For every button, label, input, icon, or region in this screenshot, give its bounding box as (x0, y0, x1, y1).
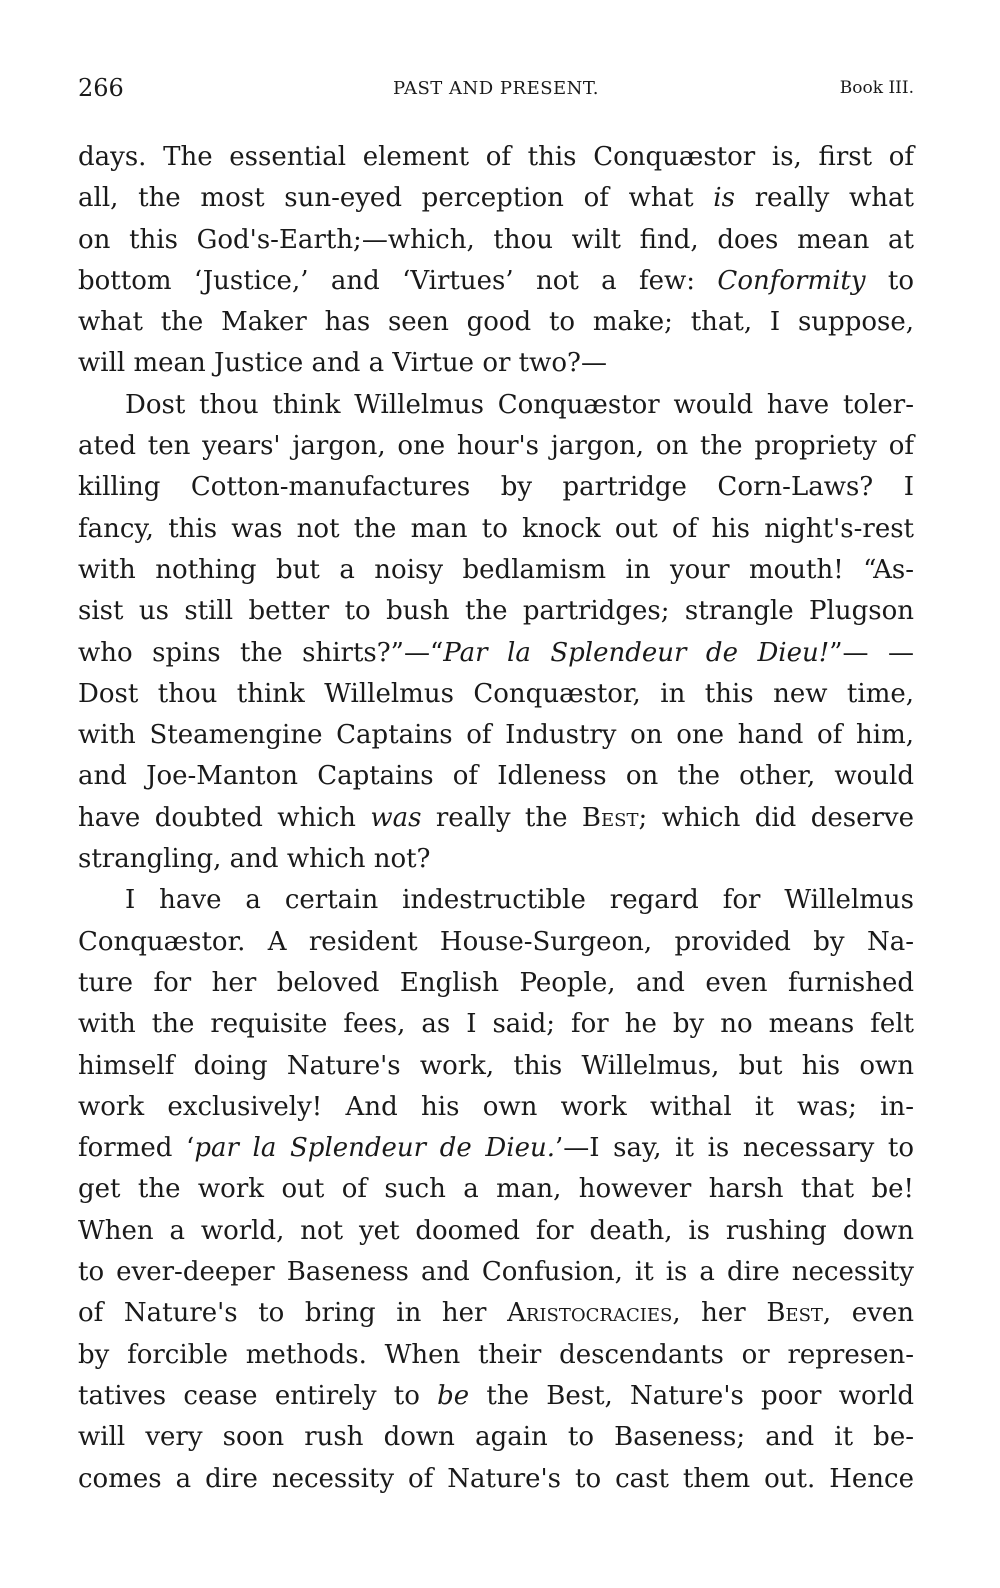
text-line (78, 633, 914, 674)
text-run: ated ten years' jargon, one hour's jargon, on the propriety of (78, 431, 914, 462)
text-run: to (865, 265, 914, 296)
book-reference: Book III. (839, 78, 914, 98)
text-run: ; which did deserve (638, 802, 915, 833)
text-run: When a world, not yet doomed for death, is rushing down (78, 1215, 914, 1246)
text-line (78, 1459, 914, 1500)
italic-run: Par la Splendeur de Dieu! (443, 637, 830, 668)
text-line (78, 798, 914, 839)
text-line (78, 426, 914, 467)
text-line (78, 839, 914, 880)
text-run: who spins the shirts?”—“ (78, 637, 444, 668)
italic-run: is (713, 183, 735, 214)
text-run: have doubted which (78, 802, 371, 833)
text-run: to ever-deeper Baseness and Confusion, it is a dire necessity (78, 1257, 914, 1288)
text-run: himself doing Nature's work, this Willelmus, but his own (78, 1050, 914, 1081)
text-run: ture for her beloved English People, and even furnished (78, 967, 914, 998)
text-run: sist us still better to bush the partridges; strangle Plugson (78, 596, 914, 627)
text-line (78, 1004, 914, 1045)
text-line (78, 1169, 914, 1210)
text-line (78, 1293, 914, 1334)
text-run: with nothing but a noisy bedlamism in your mouth! “As- (78, 554, 914, 585)
text-line (78, 922, 914, 963)
text-run: with Steamengine Captains of Industry on one hand of him, (78, 720, 914, 751)
text-run: ”— — (829, 637, 914, 668)
text-run: by forcible methods. When their descendants or represen- (78, 1339, 914, 1370)
text-run: , her (672, 1298, 767, 1329)
text-line (78, 385, 914, 426)
running-title: PAST AND PRESENT. (392, 78, 600, 99)
text-run: bottom ‘Justice,’ and ‘Virtues’ not a few: (78, 265, 718, 296)
text-run: all, the most sun-eyed perception of what (78, 183, 714, 214)
text-line (78, 1335, 914, 1376)
text-line (78, 1417, 914, 1458)
italic-run: was (370, 802, 422, 833)
text-run: and Joe-Manton Captains of Idleness on the other, would (78, 761, 914, 792)
text-line (78, 550, 914, 591)
text-line (78, 220, 914, 261)
text-line (78, 1376, 914, 1417)
text-run: on this God's-Earth;—which, thou wilt find, does mean at (78, 224, 914, 255)
text-run: the Best, Nature's poor world (469, 1380, 914, 1411)
text-line (78, 261, 914, 302)
small-caps-run: Aristocracies (507, 1298, 673, 1329)
text-line (78, 963, 914, 1004)
text-run: what the Maker has seen good to make; that, I suppose, (78, 307, 914, 338)
text-line (78, 715, 914, 756)
text-line (78, 1128, 914, 1169)
text-line (78, 509, 914, 550)
small-caps-run: Best (581, 802, 639, 833)
text-line (78, 591, 914, 632)
text-line (78, 674, 914, 715)
text-run: will mean Justice and a Virtue or two?— (78, 348, 607, 379)
text-line (78, 137, 914, 178)
text-line (78, 467, 914, 508)
text-run: really what (734, 183, 914, 214)
text-run: Dost thou think Willelmus Conquæstor would have toler- (125, 389, 914, 420)
small-caps-run: Best (766, 1298, 823, 1329)
text-run: with the requisite fees, as I said; for he by no means felt (78, 1009, 914, 1040)
text-line (78, 756, 914, 797)
text-line (78, 302, 914, 343)
text-line (78, 880, 914, 921)
text-line (78, 1252, 914, 1293)
italic-run: par la Splendeur de Dieu. (194, 1133, 555, 1164)
italic-run: Conformity (717, 265, 866, 296)
page-number: 266 (78, 74, 124, 102)
text-run: killing Cotton-manufactures by partridge Corn-Laws? I (78, 472, 914, 503)
text-line (78, 1046, 914, 1087)
italic-run: be (437, 1380, 470, 1411)
text-run: tatives cease entirely to (78, 1380, 438, 1411)
text-run: strangling, and which not? (78, 844, 431, 875)
text-line (78, 343, 914, 384)
text-run: I have a certain indestructible regard for Willelmus (125, 885, 914, 916)
body-text (78, 137, 914, 1500)
text-run: work exclusively! And his own work withal it was; in- (78, 1091, 914, 1122)
text-run: fancy, this was not the man to knock out of his night's-rest (78, 513, 914, 544)
text-run: really the (421, 802, 582, 833)
text-line (78, 178, 914, 219)
text-run: days. The essential element of this Conquæstor is, first of (78, 142, 914, 172)
text-run: Conquæstor. A resident House-Surgeon, provided by Na- (78, 926, 914, 957)
text-run: , even (822, 1298, 914, 1329)
text-line (78, 1211, 914, 1252)
text-line (78, 1087, 914, 1128)
text-run: comes a dire necessity of Nature's to cast them out. Hence (78, 1463, 914, 1494)
text-run: get the work out of such a man, however harsh that be! (78, 1174, 914, 1205)
text-run: formed ‘ (78, 1133, 195, 1164)
text-run: of Nature's to bring in her (78, 1298, 508, 1329)
text-run: will very soon rush down again to Baseness; and it be- (78, 1422, 914, 1453)
text-run: Dost thou think Willelmus Conquæstor, in this new time, (78, 678, 914, 709)
text-run: ’—I say, it is necessary to (554, 1133, 915, 1164)
running-head (78, 74, 914, 108)
